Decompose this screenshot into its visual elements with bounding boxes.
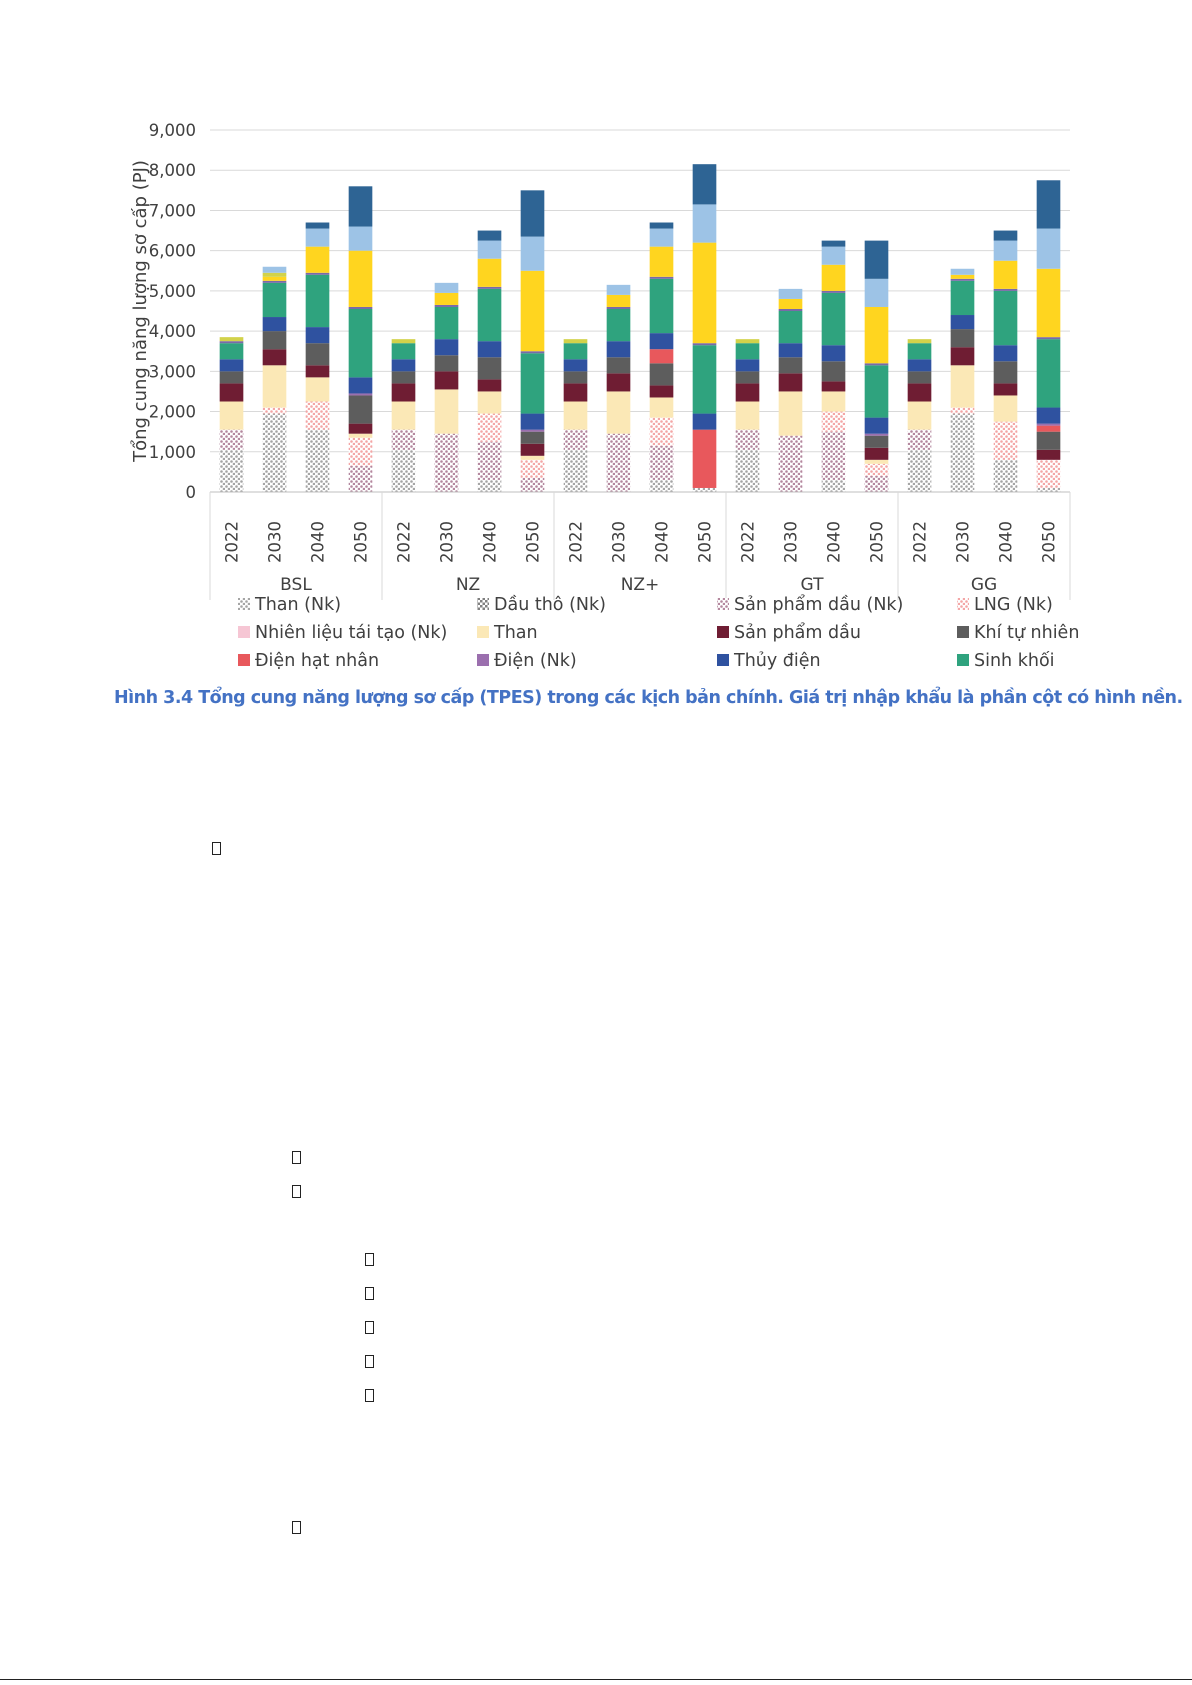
bar-segment [865,279,889,307]
bar-segment [349,438,373,466]
bar-segment [306,365,330,377]
bar-segment [607,295,631,307]
bar-segment [650,385,674,397]
page-footer-rule [0,1679,1192,1680]
bar-segment [521,456,545,460]
bar-segment [220,430,244,450]
bar-segment [951,275,975,279]
missing-glyph-box [212,842,221,855]
bar-segment [822,293,846,345]
bar-segment [822,265,846,291]
legend-swatch [717,598,729,610]
bar-segment [220,337,244,341]
y-axis-label: Tổng cung năng lượng sơ cấp (PJ) [130,160,151,462]
bar-segment [306,223,330,229]
bar-segment [220,341,244,343]
bar-segment [435,355,459,371]
bar-segment [908,450,932,492]
bar-segment [1037,460,1061,488]
bar-segment [478,289,502,341]
bar-segment [908,343,932,359]
bar-segment [865,464,889,476]
bar-segment [1037,337,1061,339]
bar-segment [478,379,502,391]
x-tick-label: 2022 [222,521,242,563]
bar-segment [478,391,502,413]
group-label: BSL [280,575,312,595]
bar-segment [865,436,889,448]
bar-segment [263,408,287,414]
legend-swatch [717,654,729,666]
bar-segment [220,402,244,430]
bar-segment [1037,269,1061,337]
bar-segment [736,383,760,401]
bar-segment [865,241,889,279]
x-tick-label: 2050 [351,521,371,563]
bar-segment [220,450,244,492]
bar-segment [564,343,588,359]
x-tick-label: 2030 [265,521,285,563]
x-tick-label: 2022 [566,521,586,563]
y-tick-label: 3,000 [148,362,196,382]
bar-segment [478,442,502,480]
bar-segment [779,391,803,435]
y-tick-label: 4,000 [148,322,196,342]
bar-segment [779,357,803,373]
group-label: GT [800,575,824,595]
bar-segment [478,241,502,259]
bar-segment [1037,450,1061,460]
missing-glyph-box [365,1355,374,1368]
bar-segment [693,345,717,413]
bar-segment [607,357,631,373]
bar-segment [306,343,330,365]
group-label: NZ [455,575,481,595]
legend-swatch [957,598,969,610]
bar-segment [650,418,674,446]
bar-segment [392,430,416,450]
bar-segment [564,450,588,492]
y-tick-label: 5,000 [148,281,196,301]
x-tick-label: 2022 [910,521,930,563]
legend-swatch [238,598,250,610]
bar-segment [478,287,502,289]
bar-segment [564,383,588,401]
bar-segment [607,434,631,492]
bar-segment [607,307,631,309]
bar-segment [908,359,932,371]
bar-segment [478,341,502,357]
bar-segment [263,277,287,281]
bar-segment [822,412,846,432]
bar-segment [994,241,1018,261]
bar-segment [392,343,416,359]
bar-segment [865,418,889,434]
group-label: GG [970,575,998,595]
bar-segment [263,267,287,273]
bar-segment [865,307,889,363]
bar-segment [822,381,846,391]
bar-segment [1037,424,1061,426]
bar-segment [263,331,287,349]
bar-segment [392,339,416,343]
bar-segment [564,371,588,383]
bar-segment [650,397,674,417]
x-tick-label: 2040 [824,521,844,563]
bar-segment [521,271,545,351]
bar-segment [349,466,373,492]
bar-segment [994,383,1018,395]
bar-segment [435,339,459,355]
y-tick-label: 1,000 [148,442,196,462]
bar-segment [650,277,674,279]
bar-segment [435,307,459,339]
bar-segment [263,349,287,365]
bar-segment [693,343,717,345]
bar-segment [908,402,932,430]
missing-glyph-box [365,1287,374,1300]
bar-segment [392,371,416,383]
bar-segment [607,341,631,357]
x-tick-label: 2022 [738,521,758,563]
bar-segment [779,309,803,311]
bar-segment [306,273,330,275]
x-tick-label: 2030 [609,521,629,563]
bar-segment [220,383,244,401]
bar-segment [564,359,588,371]
bar-segment [951,408,975,414]
bar-segment [306,327,330,343]
bar-segment [650,247,674,277]
bar-segment [306,377,330,401]
x-tick-label: 2040 [652,521,672,563]
bar-segment [564,339,588,343]
bar-segment [693,204,717,242]
bar-segment [349,377,373,393]
bar-segment [908,383,932,401]
bar-segment [822,247,846,265]
bar-segment [994,261,1018,289]
bar-segment [994,460,1018,492]
bar-segment [392,359,416,371]
bar-segment [951,279,975,281]
bar-segment [650,223,674,229]
x-tick-label: 2030 [781,521,801,563]
bar-segment [349,434,373,438]
bar-segment [521,460,545,478]
bar-segment [693,243,717,344]
bar-segment [994,289,1018,291]
bar-segment [994,345,1018,361]
bar-segment [607,373,631,391]
bar-segment [693,430,717,488]
bar-segment [306,402,330,430]
legend-label: Than (Nk) [255,595,342,615]
bar-segment [994,361,1018,383]
bar-segment [521,432,545,444]
bar-segment [865,476,889,492]
bar-segment [865,448,889,460]
bar-segment [521,430,545,432]
bar-segment [349,307,373,309]
bar-segment [564,402,588,430]
bar-segment [951,281,975,315]
bar-segment [478,414,502,442]
bar-segment [908,371,932,383]
bar-segment [650,349,674,363]
bar-segment [306,229,330,247]
y-tick-label: 8,000 [148,161,196,181]
bar-segment [822,291,846,293]
bar-segment [1037,426,1061,432]
bar-segment [220,359,244,371]
bar-segment [435,293,459,305]
bar-segment [908,339,932,343]
x-tick-label: 2030 [953,521,973,563]
x-tick-label: 2030 [437,521,457,563]
bar-segment [435,389,459,433]
bar-segment [650,480,674,492]
bar-segment [392,383,416,401]
figure-caption: Hình 3.4 Tổng cung năng lượng sơ cấp (TPES) trong các kịch bản chính. Giá trị nhập khẩu là phần cột có hình nền. [114,688,1183,708]
bar-segment [435,305,459,307]
bar-segment [908,430,932,450]
missing-glyph-box [365,1389,374,1402]
bar-segment [865,365,889,417]
bar-segment [220,343,244,359]
bar-segment [306,275,330,327]
missing-glyph-box [292,1151,301,1164]
bar-segment [263,273,287,277]
bar-segment [349,424,373,434]
bar-segment [521,353,545,413]
missing-glyph-box [292,1185,301,1198]
legend-label: Nhiên liệu tái tạo (Nk) [255,623,448,643]
missing-glyph-box [365,1321,374,1334]
bar-segment [650,333,674,349]
legend-label: Điện (Nk) [494,651,577,671]
y-tick-label: 7,000 [148,201,196,221]
bar-segment [779,311,803,343]
bar-segment [521,237,545,271]
x-tick-label: 2022 [394,521,414,563]
x-tick-label: 2040 [308,521,328,563]
bar-segment [650,229,674,247]
bar-segment [994,395,1018,421]
missing-glyph-box [292,1521,301,1534]
bar-segment [349,251,373,307]
bar-segment [693,164,717,204]
bar-segment [220,371,244,383]
x-tick-label: 2050 [695,521,715,563]
legend-swatch [238,654,250,666]
bar-segment [392,402,416,430]
bar-segment [1037,432,1061,450]
bar-segment [822,432,846,480]
bar-segment [865,363,889,365]
bar-segment [736,430,760,450]
bar-segment [306,430,330,492]
bar-segment [822,345,846,361]
bar-segment [435,283,459,293]
x-tick-label: 2040 [996,521,1016,563]
legend-label: Sản phẩm dầu [734,623,861,643]
x-tick-label: 2050 [1039,521,1059,563]
bar-segment [607,309,631,341]
bar-segment [779,299,803,309]
legend-swatch [238,626,250,638]
bar-segment [693,488,717,492]
bar-segment [306,247,330,273]
bar-segment [736,450,760,492]
bar-segment [822,361,846,381]
legend-label: Khí tự nhiên [974,623,1080,643]
bar-segment [564,430,588,450]
bar-segment [1037,339,1061,407]
legend-swatch [717,626,729,638]
bar-segment [650,446,674,480]
bar-segment [822,391,846,411]
bar-segment [779,436,803,492]
x-tick-label: 2050 [867,521,887,563]
bar-segment [650,279,674,333]
bar-segment [693,414,717,430]
bar-segment [263,283,287,317]
bar-segment [736,371,760,383]
bar-segment [736,339,760,343]
bar-segment [865,460,889,464]
y-tick-label: 0 [185,483,196,502]
bar-segment [822,241,846,247]
y-tick-label: 9,000 [148,121,196,140]
bar-segment [1037,488,1061,492]
legend-swatch [477,654,489,666]
legend-swatch [477,626,489,638]
tpes-chart [0,0,1192,720]
legend-swatch [957,626,969,638]
bar-segment [1037,408,1061,424]
bar-segment [779,343,803,357]
bar-segment [392,450,416,492]
bar-segment [650,363,674,385]
bar-segment [994,291,1018,345]
bar-segment [521,190,545,236]
legend-label: Than [494,623,538,643]
bar-segment [951,365,975,407]
bar-segment [521,414,545,430]
group-label: NZ+ [620,575,660,595]
missing-glyph-box [365,1253,374,1266]
bar-segment [736,343,760,359]
bar-segment [779,373,803,391]
bar-segment [994,422,1018,460]
bar-segment [263,317,287,331]
bar-segment [779,289,803,299]
bar-segment [1037,229,1061,269]
bar-segment [435,371,459,389]
bar-segment [478,357,502,379]
bar-segment [263,365,287,407]
legend-label: LNG (Nk) [974,595,1053,615]
legend-label: Sản phẩm dầu (Nk) [734,595,904,615]
bar-segment [865,434,889,436]
bar-segment [951,414,975,492]
bar-segment [349,186,373,226]
bar-segment [951,269,975,275]
x-tick-label: 2040 [480,521,500,563]
legend-label: Sinh khối [974,651,1055,671]
bar-segment [521,478,545,492]
bar-segment [951,347,975,365]
legend-swatch [477,598,489,610]
bar-segment [736,359,760,371]
bar-segment [521,351,545,353]
bar-segment [349,227,373,251]
bar-segment [951,329,975,347]
bar-segment [263,281,287,283]
x-tick-label: 2050 [523,521,543,563]
bar-segment [607,285,631,295]
bar-segment [478,231,502,241]
bar-segment [951,315,975,329]
bar-segment [263,414,287,492]
bar-segment [435,434,459,492]
bar-segment [349,309,373,377]
y-tick-label: 2,000 [148,402,196,422]
bar-segment [478,480,502,492]
bar-segment [478,259,502,287]
y-tick-label: 6,000 [148,241,196,261]
bar-segment [822,480,846,492]
bar-segment [607,391,631,433]
legend-label: Điện hạt nhân [255,651,380,671]
legend-label: Dầu thô (Nk) [494,595,606,615]
bar-segment [349,393,373,395]
bar-segment [521,444,545,456]
bar-segment [994,231,1018,241]
legend-label: Thủy điện [734,651,821,671]
bar-segment [736,402,760,430]
bar-segment [349,395,373,423]
legend-swatch [957,654,969,666]
bar-segment [1037,180,1061,228]
